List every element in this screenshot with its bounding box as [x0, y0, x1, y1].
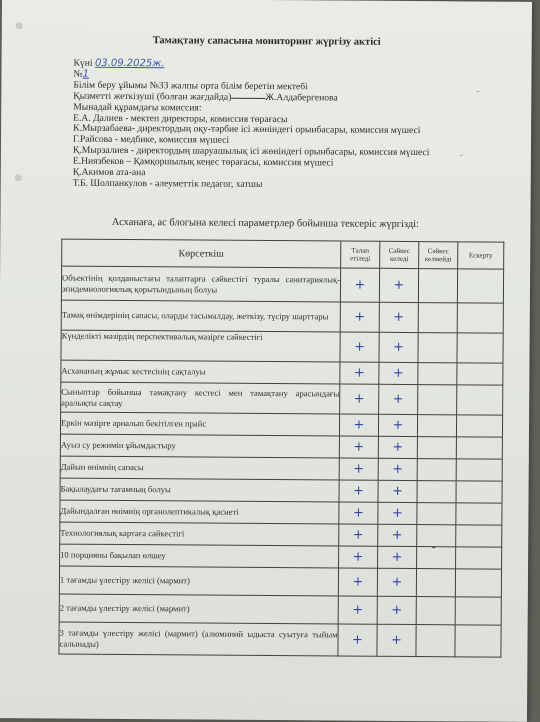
noncompliant-mark — [416, 569, 455, 597]
table-row — [59, 594, 501, 625]
note-cell — [457, 333, 503, 363]
noncompliant-mark — [418, 303, 457, 333]
noncompliant-mark — [418, 269, 457, 303]
requirement-mark: + — [340, 302, 379, 332]
requirement-mark: + — [338, 596, 377, 624]
indicator-cell: Бақылаудағы тағамның болуы — [60, 478, 339, 502]
header-noncompliant: Сәйкес келмейді — [419, 242, 458, 269]
indicator-cell: Технологиялық картаға сәйкестігі — [60, 522, 339, 546]
noncompliant-mark — [418, 385, 457, 415]
indicator-cell: Дайын өнімнің сапасы — [60, 456, 339, 480]
table-row — [60, 456, 502, 481]
document-header-info — [73, 59, 514, 193]
requirement-mark: + — [340, 362, 379, 384]
compliant-mark: + — [379, 302, 418, 332]
pen-tick-mark: ⌐ — [476, 87, 481, 96]
noncompliant-mark — [417, 503, 456, 525]
indicator-cell: 1 тағамды үлестіру желісі (мармит) — [59, 566, 338, 596]
header-requirement: Талап етіледі — [341, 241, 380, 268]
commission-heading: Мынадай құрамдағы комиссия: — [73, 101, 202, 114]
requirement-mark: + — [339, 436, 378, 458]
requirement-mark: + — [338, 624, 377, 656]
compliant-mark: + — [378, 502, 417, 524]
noncompliant-mark — [418, 363, 457, 385]
table-row — [61, 360, 503, 385]
noncompliant-mark — [416, 625, 455, 657]
noncompliant-mark — [417, 437, 456, 459]
date-value: 03.09.2025ж. — [94, 57, 165, 70]
noncompliant-mark — [417, 547, 456, 569]
punch-hole — [15, 174, 22, 181]
noncompliant-mark — [417, 459, 456, 481]
table-row — [61, 266, 503, 303]
note-cell — [456, 437, 502, 459]
table-row — [61, 330, 503, 363]
requirement-mark: + — [338, 568, 377, 596]
note-cell — [455, 597, 501, 625]
note-cell — [457, 363, 503, 385]
compliant-mark: + — [378, 524, 417, 546]
note-cell — [457, 303, 503, 333]
supplier-value: Ж.Алдабергенова — [265, 91, 338, 104]
table-row — [61, 382, 503, 415]
compliant-mark: + — [379, 332, 418, 362]
noncompliant-mark — [416, 597, 455, 625]
indicator-cell: Объектінің қолданыстағы талаптарға сәйкестігі туралы санитариялық-эпидемиологиялық қорытындының болуы — [61, 266, 340, 302]
compliant-mark: + — [379, 384, 418, 414]
commission-member: Қ.Мырзалиев - директордың шаруашылық ісі жөніндегі орынбасары, комиссия мүшесі — [72, 144, 430, 159]
table-row — [60, 522, 502, 547]
note-cell — [457, 269, 503, 303]
school-line: Білім беру ұйымы №33 жалпы орта білім беретін мектебі — [73, 79, 308, 93]
note-cell — [455, 625, 501, 657]
punch-hole — [16, 22, 23, 29]
header-compliant: Сәйкес келеді — [380, 241, 419, 268]
number-value: 1 — [82, 68, 90, 80]
header-note: Ескерту — [458, 242, 504, 269]
compliant-mark: + — [379, 268, 418, 302]
header-indicator: Көрсеткіш — [62, 239, 341, 268]
requirement-mark: + — [340, 268, 379, 302]
compliant-mark: + — [378, 458, 417, 480]
commission-member: Е.Ниязбеков – Қамқоршылық кеңес төрағасы, комиссия мүшесі — [72, 155, 334, 169]
requirement-mark: + — [340, 384, 379, 414]
noncompliant-mark — [417, 415, 456, 437]
indicator-cell: Еркін мәзірге арналып бекітілген прайс — [60, 412, 339, 436]
note-cell — [456, 481, 502, 503]
indicator-cell: Дайындалған өнімнің органолептикалық қасиеті — [60, 500, 339, 524]
pen-tick-mark: ⌐ — [459, 151, 464, 160]
commission-member: Г.Райсова - медбике, комиссия мүшесі — [72, 133, 230, 147]
indicator-cell: 2 тағамды үлестіру желісі (мармит) — [59, 594, 338, 624]
table-row — [60, 434, 502, 459]
requirement-mark: + — [339, 414, 378, 436]
document-title: Тамақтану сапасына мониторинг жүргізу актісі — [152, 35, 381, 48]
noncompliant-mark — [418, 333, 457, 363]
commission-member: Е.А. Далиев - мектеп директоры, комиссия төрағасы — [73, 112, 288, 125]
note-cell — [456, 415, 502, 437]
table-row — [60, 544, 502, 569]
number-label: № — [73, 68, 83, 80]
commission-member: Т.Б. Шолпанкулов - әлеуметтік педагог, хатшы — [72, 177, 263, 190]
inspection-intro: Асханаға, ас блогына келесі параметрлер бойынша тексеріс жүргізді: — [111, 216, 419, 231]
note-cell — [456, 459, 502, 481]
indicator-cell: 3 тағамды үлестіру желісі (мармит) (алюминий ыдыста суытуға тыйым салынады) — [59, 622, 338, 656]
noncompliant-mark — [417, 481, 456, 503]
compliant-mark: + — [378, 414, 417, 436]
requirement-mark: + — [339, 546, 378, 568]
compliant-mark: + — [377, 624, 416, 656]
commission-member: К.Мырзабаева- директордың оқу-тәрбие ісі жөніндегі орынбасары, комиссия мүшесі — [73, 123, 421, 137]
table-row — [60, 478, 502, 503]
note-cell — [456, 525, 502, 547]
date-label: Күні — [73, 57, 93, 69]
supplier-label: Қызметті жеткізуші (болған жағдайда) — [73, 90, 232, 103]
note-cell — [457, 385, 503, 415]
table-row — [60, 500, 502, 525]
table-row — [59, 622, 501, 657]
requirement-mark: + — [339, 502, 378, 524]
table-row — [61, 300, 503, 333]
requirement-mark: + — [339, 458, 378, 480]
inspection-table — [58, 239, 504, 658]
table-row — [59, 566, 501, 597]
note-cell — [456, 547, 502, 569]
requirement-mark: + — [339, 480, 378, 502]
commission-member: Қ.Акимов ата-ана — [72, 166, 146, 179]
note-cell — [456, 503, 502, 525]
compliant-mark: + — [377, 568, 416, 596]
compliant-mark: + — [378, 546, 417, 568]
requirement-mark: + — [340, 332, 379, 362]
indicator-cell: 10 порцияны бақылап өлшеу — [60, 544, 339, 568]
compliant-mark: + — [377, 596, 416, 624]
note-cell — [455, 569, 501, 597]
indicator-cell: Күнделікті мәзірдің перспективалық мәзірге сәйкестігі — [61, 330, 340, 362]
compliant-mark: + — [378, 480, 417, 502]
compliant-mark: + — [378, 436, 417, 458]
supplier-blank — [231, 97, 265, 98]
indicator-cell: Ауыз су режимін ұйымдастыру — [60, 434, 339, 458]
table-header-row — [62, 239, 504, 269]
indicator-cell: Асхананың жұмыс кестесінің сақталуы — [61, 360, 340, 384]
indicator-cell: Сыныптар бойынша тамақтану кестесі мен тамақтану арасындағы аралықты сақтау — [61, 382, 340, 414]
compliant-mark: + — [379, 362, 418, 384]
table-row — [60, 412, 502, 437]
requirement-mark: + — [339, 524, 378, 546]
pen-dash-mark — [432, 547, 435, 548]
indicator-cell: Тамақ өнімдерінің сапасы, оларды тасымалдау, жеткізу, түсіру шарттары — [61, 300, 340, 332]
noncompliant-mark — [417, 525, 456, 547]
